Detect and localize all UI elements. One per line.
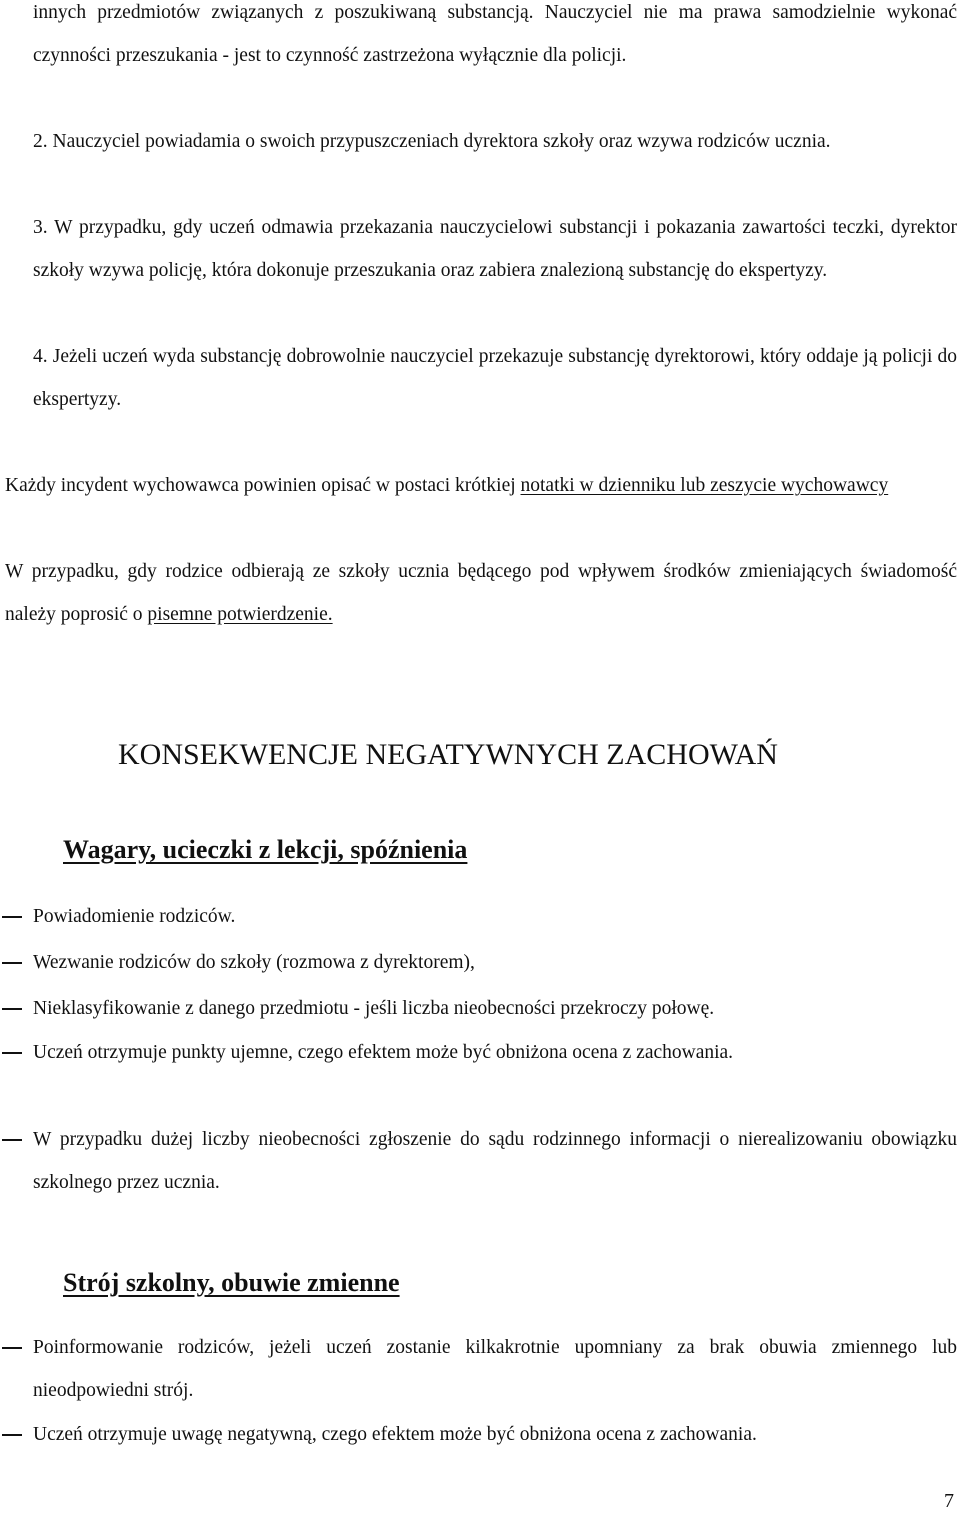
list-item — [0, 1413, 957, 1456]
item-number: 4. — [33, 346, 48, 367]
list-item-text: Wezwanie rodziców do szkoły (rozmowa z dyrektorem), — [33, 952, 475, 973]
list-item — [0, 895, 957, 938]
section-heading-dress-code: Strój szkolny, obuwie zmienne — [63, 1268, 400, 1297]
main-heading: KONSEKWENCJE NEGATYWNYCH ZACHOWAŃ — [118, 738, 778, 771]
list-item-text: Poinformowanie rodziców, jeżeli uczeń zostanie kilkakrotnie upomniany za brak obuwia zmiennego lub nieodpowiedni strój. — [33, 1337, 957, 1401]
list-item — [0, 1326, 957, 1412]
numbered-item-2 — [33, 120, 957, 163]
item-text: W przypadku, gdy uczeń odmawia przekazania nauczycielowi substancji i pokazania zawartości teczki, dyrektor szkoły wzywa policję, która dokonuje przeszukania oraz zabiera znalezioną substancję do ekspertyzy. — [33, 217, 957, 281]
parents-underlined: pisemne potwierdzenie. — [147, 604, 333, 625]
parents-paragraph — [5, 550, 957, 636]
list-item-text: Nieklasyfikowanie z danego przedmiotu - jeśli liczba nieobecności przekroczy połowę. — [33, 998, 715, 1019]
numbered-item-3 — [33, 206, 957, 292]
item1-text: innych przedmiotów związanych z poszukiwaną substancją. Nauczyciel nie ma prawa samodzielnie wykonać czynności przeszukania - jest to czynność zastrzeżona wyłącznie dla policji. — [33, 2, 957, 66]
list-item — [0, 1118, 957, 1204]
list-item-text: Powiadomienie rodziców. — [33, 906, 236, 927]
section-heading-truancy: Wagary, ucieczki z lekcji, spóźnienia — [63, 835, 468, 864]
list-item — [0, 1031, 957, 1074]
list-item — [0, 987, 957, 1030]
list-item-text: W przypadku dużej liczby nieobecności zgłoszenie do sądu rodzinnego informacji o nierealizowaniu obowiązku szkolnego przez ucznia. — [33, 1129, 957, 1193]
incident-text: Każdy incydent wychowawca powinien opisać w postaci krótkiej — [5, 475, 516, 496]
numbered-item-4 — [33, 335, 957, 421]
item-number: 2. — [33, 131, 48, 152]
item-text: Nauczyciel powiadamia o swoich przypuszczeniach dyrektora szkoły oraz wzywa rodziców ucznia. — [52, 131, 831, 152]
list-item — [0, 941, 957, 984]
incident-underlined: notatki w dzienniku lub zeszycie wychowawcy — [520, 475, 889, 496]
parents-text: W przypadku, gdy rodzice odbierają ze szkoły ucznia będącego pod wpływem środków zmieniających świadomość należy poprosić o — [5, 561, 957, 625]
list-item-text: Uczeń otrzymuje uwagę negatywną, czego efektem może być obniżona ocena z zachowania. — [33, 1424, 757, 1445]
incident-paragraph — [5, 464, 957, 507]
item-number: 3. — [33, 217, 48, 238]
item-text: Jeżeli uczeń wyda substancję dobrowolnie nauczyciel przekazuje substancję dyrektorowi, który oddaje ją policji do ekspertyzy. — [33, 346, 957, 410]
page-number: 7 — [944, 1490, 954, 1512]
item1-continuation — [33, 0, 957, 77]
list-item-text: Uczeń otrzymuje punkty ujemne, czego efektem może być obniżona ocena z zachowania. — [33, 1042, 734, 1063]
